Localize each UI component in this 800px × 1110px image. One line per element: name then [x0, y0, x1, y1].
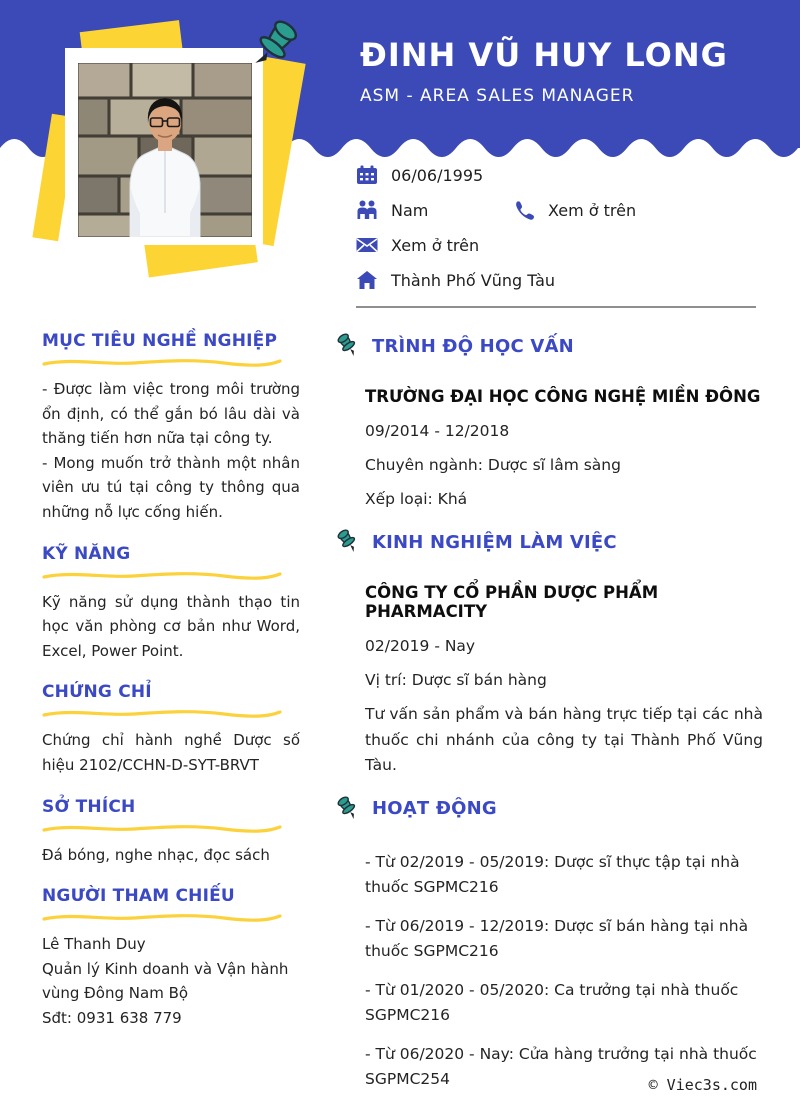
hobbies-body: Đá bóng, nghe nhạc, đọc sách	[42, 845, 270, 864]
yellow-wave-underline	[42, 822, 282, 834]
section-hobbies	[42, 797, 300, 868]
address-value: Thành Phố Vũng Tàu	[391, 270, 556, 290]
dob-value: 06/06/1995	[391, 165, 484, 185]
home-icon	[356, 270, 378, 290]
skills-body: Kỹ năng sử dụng thành thạo tin học văn phòng cơ bản như Word, Excel, Power Point.	[42, 592, 300, 660]
contact-block	[356, 162, 758, 308]
education-period: 09/2014 - 12/2018	[365, 422, 510, 440]
experience-position: Vị trí: Dược sĩ bán hàng	[365, 671, 547, 689]
contact-row-address	[356, 267, 758, 293]
education-heading: TRÌNH ĐỘ HỌC VẤN	[372, 335, 574, 357]
contact-row-dob	[356, 162, 758, 188]
gender-cell	[356, 200, 513, 220]
pushpin-icon	[333, 527, 363, 557]
mail-icon	[356, 235, 378, 255]
yellow-wave-underline	[42, 707, 282, 719]
header-identity	[360, 36, 780, 106]
email-value: Xem ở trên	[391, 235, 480, 255]
activity-item: - Từ 06/2019 - 12/2019: Dược sĩ bán hàng tại nhà thuốc SGPMC216	[365, 916, 749, 960]
candidate-job-title: ASM - AREA SALES MANAGER	[360, 86, 635, 107]
section-skills	[42, 544, 300, 664]
activity-item: - Từ 01/2020 - 05/2020: Ca trưởng tại nhà thuốc SGPMC216	[365, 980, 739, 1024]
gender-value: Nam	[391, 200, 429, 220]
pushpin-icon	[240, 14, 304, 90]
profile-photo	[78, 63, 252, 237]
experience-heading-row	[333, 527, 763, 557]
experience-company: CÔNG TY CỔ PHẦN DƯỢC PHẨM PHARMACITY	[365, 583, 659, 621]
reference-details	[42, 932, 300, 1030]
activity-item: - Từ 06/2020 - Nay: Cửa hàng trưởng tại nhà thuốc SGPMC254	[365, 1044, 757, 1088]
experience-heading: KINH NGHIỆM LÀM VIỆC	[372, 531, 617, 553]
section-objective	[42, 331, 300, 525]
objective-heading: MỤC TIÊU NGHỀ NGHIỆP	[42, 331, 278, 351]
reference-heading: NGƯỜI THAM CHIẾU	[42, 886, 235, 907]
pushpin-icon	[333, 794, 363, 824]
education-entry	[333, 387, 763, 512]
copyright-text: © Viec3s.com	[648, 1076, 757, 1094]
phone-value: Xem ở trên	[548, 200, 637, 220]
contact-divider	[356, 306, 756, 308]
objective-body: - Được làm việc trong môi trường ổn định, có thể gắn bó lâu dài và thăng tiến hơn nữa tại công ty. - Mong muốn trở thành một nhân viên ưu tú tại công ty thông qua những nỗ lực cống hiến.	[42, 380, 300, 521]
yellow-wave-underline	[42, 356, 282, 368]
activities-list	[333, 850, 763, 1093]
experience-entry	[333, 583, 763, 779]
education-heading-row	[333, 331, 763, 361]
yellow-wave-underline	[42, 569, 282, 581]
reference-name: Lê Thanh Duy	[42, 935, 146, 954]
photo-collage	[40, 16, 325, 286]
experience-description: Tư vấn sản phẩm và bán hàng trực tiếp tại các nhà thuốc chi nhánh của công ty tại Thành Phố Vũng Tàu.	[365, 705, 763, 774]
calendar-icon	[356, 165, 378, 185]
pushpin-icon	[333, 331, 363, 361]
activities-heading: HOẠT ĐỘNG	[372, 798, 497, 819]
section-activities	[333, 794, 763, 1093]
yellow-wave-underline	[42, 911, 282, 923]
contact-row-gender-phone	[356, 197, 758, 223]
reference-phone: Sđt: 0931 638 779	[42, 1008, 182, 1027]
candidate-name: ĐINH VŨ HUY LONG	[360, 36, 728, 74]
activity-item: - Từ 02/2019 - 05/2019: Dược sĩ thực tập tại nhà thuốc SGPMC216	[365, 852, 740, 896]
skills-heading: KỸ NĂNG	[42, 543, 131, 564]
left-column	[42, 331, 300, 1050]
education-major: Chuyên ngành: Dược sĩ lâm sàng	[365, 456, 621, 474]
right-column	[333, 331, 763, 1108]
phone-icon	[513, 200, 535, 220]
activities-heading-row	[333, 794, 763, 824]
experience-period: 02/2019 - Nay	[365, 637, 476, 655]
education-school: TRƯỜNG ĐẠI HỌC CÔNG NGHỆ MIỀN ĐÔNG	[365, 387, 761, 406]
section-reference	[42, 886, 300, 1030]
hobbies-heading: SỞ THÍCH	[42, 796, 136, 817]
education-grade: Xếp loại: Khá	[365, 490, 468, 508]
profile-photo-frame	[65, 48, 263, 245]
section-certificates	[42, 682, 300, 777]
contact-row-email	[356, 232, 758, 258]
certificates-body: Chứng chỉ hành nghề Dược số hiệu 2102/CCHN-D-SYT-BRVT	[42, 731, 300, 774]
section-experience	[333, 527, 763, 779]
phone-cell	[513, 200, 636, 220]
certificates-heading: CHỨNG CHỈ	[42, 682, 152, 703]
reference-role: Quản lý Kinh doanh và Vận hành vùng Đông Nam Bộ	[42, 959, 289, 1003]
gender-icon	[356, 200, 378, 220]
section-education	[333, 331, 763, 512]
